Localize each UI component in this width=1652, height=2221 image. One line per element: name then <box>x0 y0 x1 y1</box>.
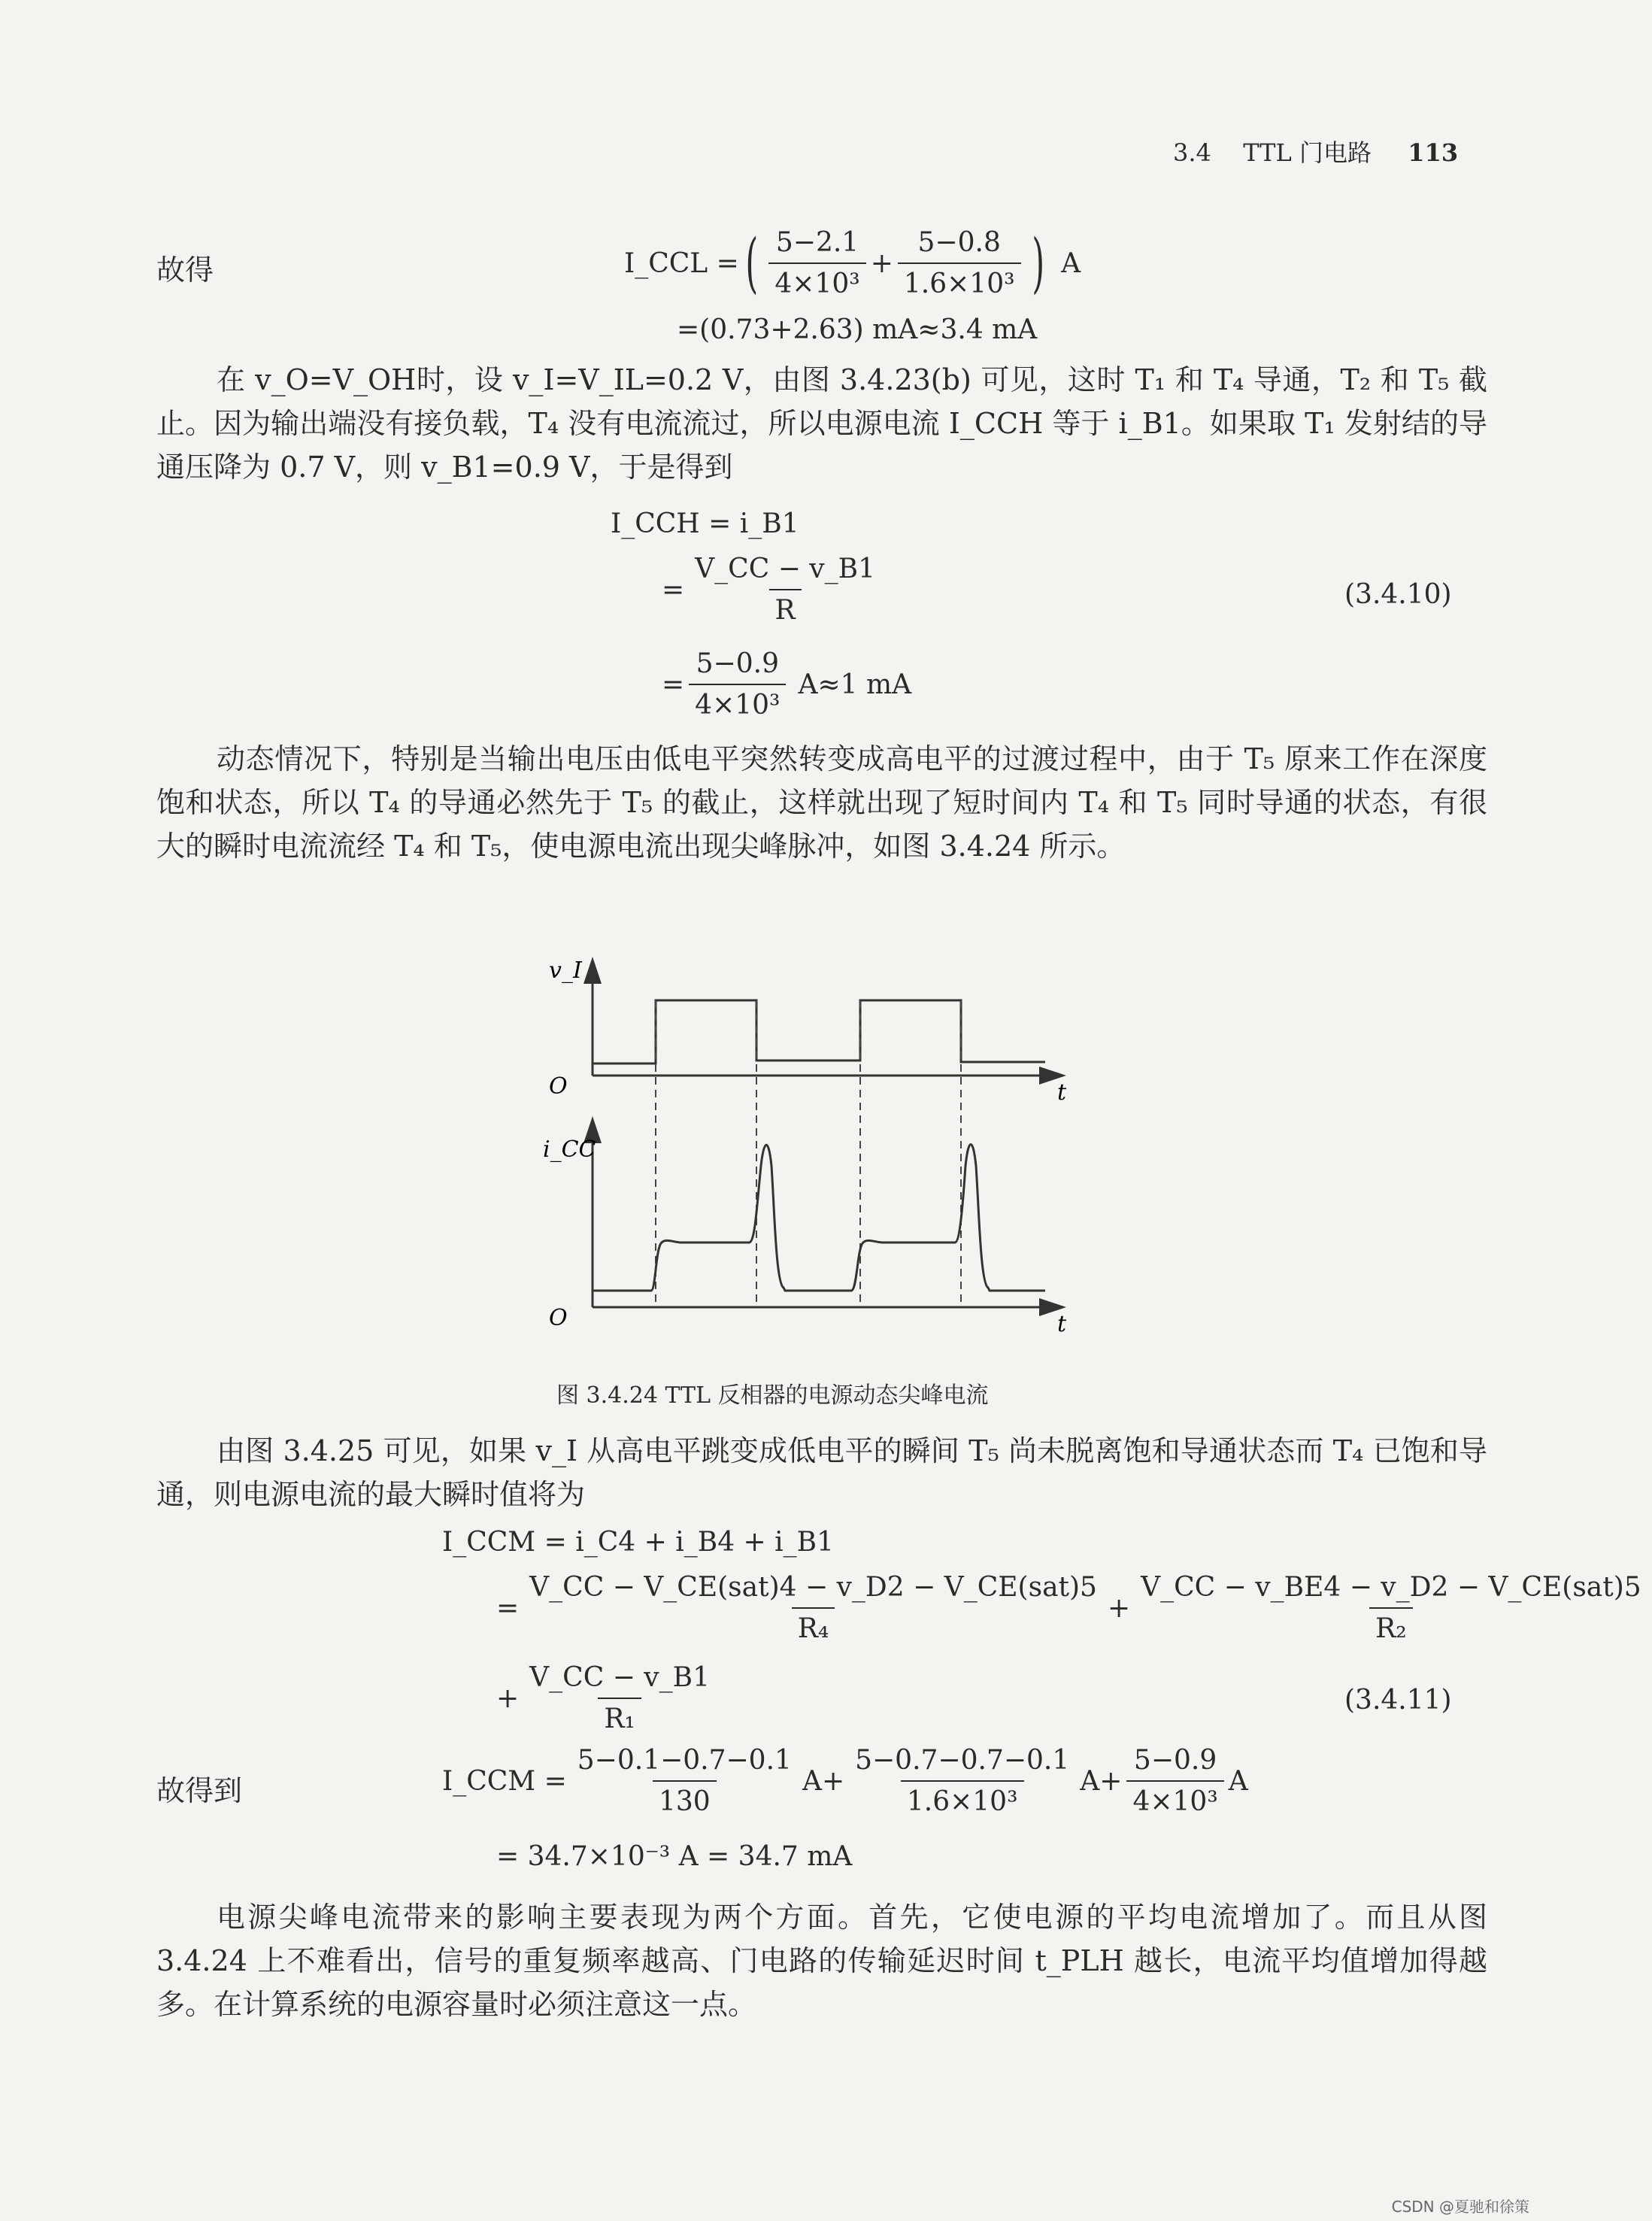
unit: A <box>802 1765 822 1797</box>
paragraph-text: 由图 3.4.25 可见，如果 v_I 从高电平跳变成低电平的瞬间 T₅ 尚未脱离饱和导通状态而 T₄ 已饱和导通，则电源电流的最大瞬时值将为 <box>156 1434 1487 1511</box>
equals-sign: = <box>662 574 685 605</box>
numerator: 5−0.1−0.7−0.1 <box>577 1745 792 1776</box>
plus-sign: + <box>1107 1592 1131 1624</box>
current-waveform <box>593 1145 1045 1291</box>
paragraph-1 <box>156 358 1487 489</box>
unit: A <box>1228 1765 1248 1797</box>
numerator: 5−2.1 <box>775 227 859 258</box>
eq-iccm-val-label: 故得到 <box>156 1774 243 1807</box>
figure-caption: 图 3.4.24 TTL 反相器的电源动态尖峰电流 <box>556 1382 989 1409</box>
numerator: 5−0.8 <box>917 227 1001 258</box>
eq-icch-line2 <box>662 554 886 626</box>
denominator: R <box>769 589 802 626</box>
plus-sign: + <box>821 1765 845 1797</box>
fraction <box>898 227 1021 299</box>
fraction <box>523 1662 716 1734</box>
numerator: 5−0.9 <box>1133 1745 1217 1776</box>
top-time-label: t <box>1057 1079 1067 1106</box>
right-paren: ) <box>1031 226 1044 301</box>
eq-iccm-val-lhs: I_CCM = <box>442 1765 567 1797</box>
fraction <box>689 648 786 721</box>
eq-icch-line3 <box>662 648 911 721</box>
paragraph-text: 电源尖峰电流带来的影响主要表现为两个方面。首先，它使电源的平均电流增加了。而且从图 3.4.24 上不难看出，信号的重复频率越高、门电路的传输延迟时间 t_PLH 越长，电流平均值增加得越多。在计算系统的电源容量时必须注意这一点。 <box>156 1901 1487 2021</box>
running-header <box>1173 134 1458 168</box>
numerator: V_CC − v_B1 <box>695 554 876 584</box>
fraction <box>523 1572 1103 1644</box>
fraction <box>689 554 881 626</box>
denominator: R₂ <box>1369 1607 1413 1644</box>
eq-iccm-val <box>442 1745 1248 1817</box>
fraction <box>571 1745 798 1817</box>
denominator: 1.6×10³ <box>901 1780 1024 1817</box>
plus-sign: + <box>1099 1765 1123 1797</box>
eq-iccl-result: =(0.73+2.63) mA≈3.4 mA <box>677 314 1038 345</box>
equation-number: (3.4.11) <box>1344 1685 1452 1716</box>
denominator: 4×10³ <box>689 684 786 721</box>
eq-iccl-label: 故得 <box>156 253 214 287</box>
paragraph-2 <box>156 737 1487 868</box>
numerator: V_CC − v_BE4 − v_D2 − V_CE(sat)5 <box>1141 1572 1641 1603</box>
eq-iccm-val-result: = 34.7×10⁻³ A = 34.7 mA <box>496 1841 853 1872</box>
paragraph-3 <box>156 1429 1487 1516</box>
bottom-origin: O <box>549 1305 568 1331</box>
numerator: 5−0.7−0.7−0.1 <box>855 1745 1070 1776</box>
denominator: 1.6×10³ <box>898 262 1021 299</box>
fraction <box>768 227 865 299</box>
page-number: 113 <box>1408 138 1459 167</box>
equals-sign: = <box>662 669 685 700</box>
spike-current-figure <box>526 940 1083 1361</box>
top-origin: O <box>549 1073 568 1100</box>
eq-iccm-line1: I_CCM = i_C4 + i_B4 + i_B1 <box>442 1527 835 1558</box>
paragraph-4 <box>156 1895 1487 2026</box>
fraction <box>1126 1745 1223 1817</box>
fraction <box>849 1745 1075 1817</box>
denominator: 130 <box>653 1780 717 1817</box>
eq-iccl-lhs: I_CCL = <box>624 247 739 279</box>
eq-iccm-line2 <box>496 1572 1652 1644</box>
input-waveform <box>593 1000 1045 1063</box>
section-title: TTL 门电路 <box>1243 138 1372 167</box>
denominator: 4×10³ <box>768 262 865 299</box>
bottom-y-label: i_CC <box>543 1136 596 1163</box>
top-y-label: v_I <box>549 957 582 984</box>
numerator: V_CC − V_CE(sat)4 − v_D2 − V_CE(sat)5 <box>529 1572 1097 1603</box>
unit: A <box>1061 247 1081 279</box>
fraction <box>1135 1572 1647 1644</box>
eq-iccl <box>624 218 1081 308</box>
denominator: R₄ <box>792 1607 835 1644</box>
eq-iccm-line3 <box>496 1662 720 1734</box>
denominator: R₁ <box>598 1698 641 1734</box>
paragraph-text: 动态情况下，特别是当输出电压由低电平突然转变成高电平的过渡过程中，由于 T₅ 原来工作在深度饱和状态，所以 T₄ 的导通必然先于 T₅ 的截止，这样就出现了短时间内 T₄ 和 T₅ 同时导通的状态，有很大的瞬时电流流经 T₄ 和 T₅，使电源电流出现尖峰脉冲，如图 3.4.24 所示。 <box>156 742 1487 863</box>
eq-icch-line1: I_CCH = i_B1 <box>611 508 799 539</box>
plus-sign: + <box>870 247 893 279</box>
plus-sign: + <box>496 1682 520 1714</box>
equals-sign: = <box>496 1592 520 1624</box>
watermark: CSDN @夏驰和徐策 <box>1391 2198 1529 2216</box>
denominator: 4×10³ <box>1126 1780 1223 1817</box>
numerator: V_CC − v_B1 <box>529 1662 711 1693</box>
section-number: 3.4 <box>1173 138 1211 167</box>
equation-number: (3.4.10) <box>1344 579 1452 610</box>
numerator: 5−0.9 <box>696 648 779 679</box>
bottom-time-label: t <box>1057 1311 1067 1337</box>
unit: A <box>1080 1765 1100 1797</box>
left-paren: ( <box>745 226 758 301</box>
paragraph-text: 在 v_O=V_OH时，设 v_I=V_IL=0.2 V，由图 3.4.23(b) 可见，这时 T₁ 和 T₄ 导通，T₂ 和 T₅ 截止。因为输出端没有接负载，T₄ 没有电流流过，所以电源电流 I_CCH 等于 i_B1。如果取 T₁ 发射结的导通压降为 0.7 V，则 v_B1=0.9 V，于是得到 <box>156 363 1487 484</box>
result: A≈1 mA <box>798 669 912 700</box>
